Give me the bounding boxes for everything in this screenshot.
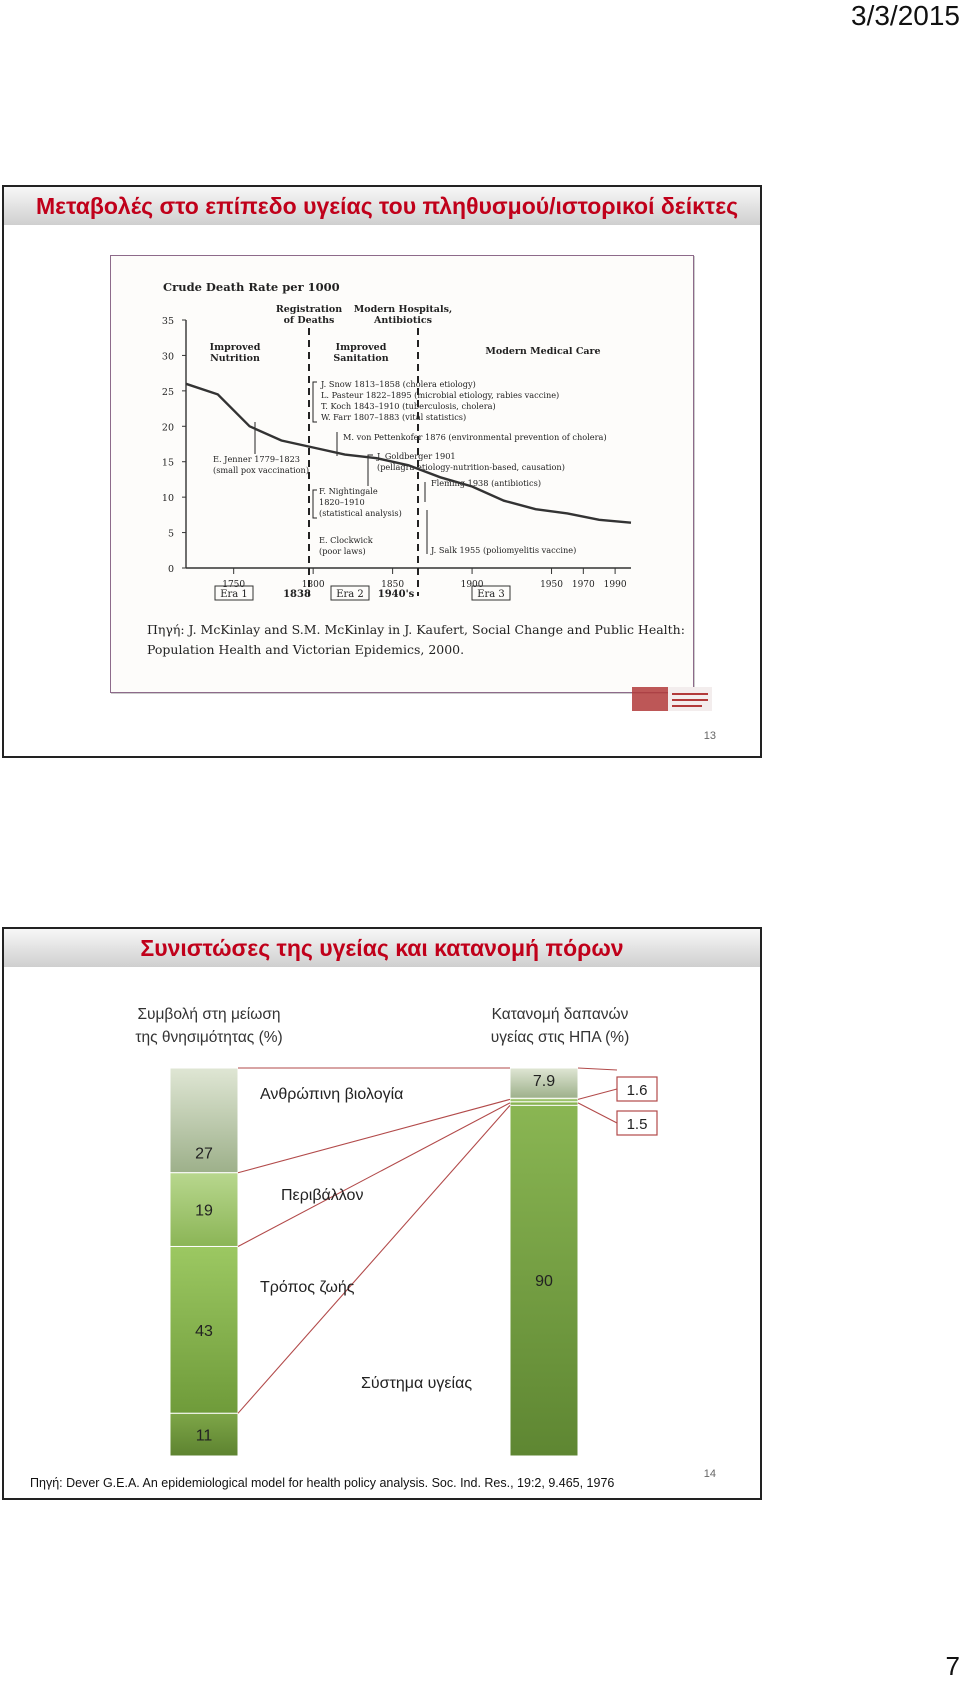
heading-registration-2: of Deaths	[283, 315, 335, 326]
annotation-clockwick-2: (poor laws)	[319, 546, 366, 556]
page-date: 3/3/2015	[851, 0, 960, 31]
connector-env	[238, 1099, 510, 1172]
y-tick-label: 10	[161, 493, 174, 505]
x-tick-label: 1970	[571, 580, 595, 590]
y-tick-label: 5	[167, 528, 174, 540]
heading-modern-care: Modern Medical Care	[485, 346, 601, 357]
era-label: Era 2	[336, 589, 364, 600]
pointer-goldberger	[368, 455, 373, 486]
left-title-1: Συμβολή στη μείωση	[137, 1006, 281, 1023]
heading-hospitals-1: Modern Hospitals,	[353, 304, 453, 315]
y-tick-label: 30	[161, 351, 174, 363]
era-label: Era 1	[220, 589, 248, 600]
heading-nutrition-2: Nutrition	[210, 353, 260, 364]
x-tick-label: 1750	[222, 580, 246, 590]
annotation-fleming: Fleming 1938 (antibiotics)	[431, 478, 542, 488]
chart-title: Crude Death Rate per 1000	[163, 280, 340, 294]
annotation-koch: T. Koch 1843–1910 (tuberculosis, cholera)	[321, 401, 496, 411]
slide-source: Πηγή: Dever G.E.A. An epidemiological model for health policy analysis. Soc. Ind. Res., 19:2, 9.465, 1976	[30, 1476, 615, 1490]
category-label: Τρόπος ζωής	[260, 1279, 355, 1296]
annotation-goldberger-2: (pellagra etiology-nutrition-based, causation)	[377, 462, 565, 472]
annotation-snow: J. Snow 1813–1858 (cholera etiology)	[321, 379, 476, 389]
callout-line-1	[578, 1089, 617, 1099]
annotation-pettenkofer: M. von Pettenkofer 1876 (environmental prevention of cholera)	[343, 432, 607, 442]
heading-sanitation-2: Sanitation	[333, 353, 389, 364]
figure-source-line-1: Πηγή: J. McKinlay and S.M. McKinlay in J. Kaufert, Social Change and Public Health:	[147, 622, 685, 637]
annotation-goldberger-1: J. Goldberger 1901	[377, 451, 456, 461]
annotation-clockwick-1: E. Clockwick	[319, 535, 373, 545]
x-tick-label: 1950	[540, 580, 563, 590]
annotation-bracket-2	[313, 490, 317, 518]
x-tick-label: 1800	[301, 580, 325, 590]
right-bar-value: 90	[535, 1273, 553, 1290]
y-tick-label: 35	[161, 316, 174, 327]
category-label: Περιβάλλον	[281, 1187, 364, 1204]
annotation-pasteur: L. Pasteur 1822–1895 (microbial etiology, rabies vaccine)	[321, 390, 560, 400]
callout-value: 1.5	[626, 1116, 648, 1133]
right-bar-value: 7.9	[532, 1073, 556, 1090]
health-components-chart	[46, 989, 712, 1457]
left-bar-value: 19	[195, 1202, 213, 1220]
era-year: 1838	[283, 589, 311, 600]
slide-13	[2, 185, 762, 758]
annotation-salk: J. Salk 1955 (poliomyelitis vaccine)	[431, 545, 577, 555]
health-components-svg	[46, 989, 712, 1457]
callout-top	[578, 1068, 617, 1070]
institution-logo	[632, 685, 712, 713]
left-bar-value: 27	[195, 1145, 213, 1163]
annotation-nightingale-2: 1820–1910	[319, 497, 365, 507]
slide-number: 14	[703, 1468, 716, 1480]
y-tick-label: 20	[161, 422, 174, 434]
heading-nutrition-1: Improved	[209, 342, 261, 353]
annotation-nightingale-1: F. Nightingale	[319, 486, 378, 496]
x-tick-label: 1900	[460, 580, 484, 590]
slide-14	[2, 927, 762, 1500]
annotation-nightingale-3: (statistical analysis)	[319, 508, 402, 518]
left-bar-value: 43	[195, 1322, 213, 1340]
annotation-jenner-1: E. Jenner 1779–1823	[213, 454, 300, 464]
category-label: Ανθρώπινη βιολογία	[260, 1086, 404, 1103]
right-title-1: Κατανομή δαπανών	[491, 1006, 629, 1023]
left-title-2: της θνησιμότητας (%)	[135, 1029, 283, 1046]
slide-number: 13	[703, 730, 716, 742]
death-rate-figure	[110, 255, 694, 693]
page-number: 7	[945, 1651, 960, 1681]
era-label: Era 3	[477, 589, 505, 600]
y-tick-label: 15	[161, 457, 174, 469]
left-bar-value: 11	[195, 1427, 213, 1445]
heading-sanitation-1: Improved	[335, 342, 387, 353]
slide-title: Μεταβολές στο επίπεδο υγείας του πληθυσμού/ιστορικοί δείκτες	[4, 187, 760, 225]
category-label: Σύστημα υγείας	[361, 1375, 473, 1392]
right-bar-segment	[510, 1102, 578, 1106]
annotation-bracket	[313, 382, 317, 422]
y-tick-label: 0	[167, 564, 174, 575]
figure-source-line-2: Population Health and Victorian Epidemics, 2000.	[147, 642, 465, 657]
heading-registration-1: Registration	[275, 304, 343, 315]
annotation-jenner-2: (small pox vaccination)	[213, 465, 310, 475]
y-tick-label: 25	[161, 386, 174, 398]
x-tick-label: 1990	[603, 580, 627, 590]
right-title-2: υγείας στις ΗΠΑ (%)	[490, 1029, 630, 1046]
callout-line-2	[578, 1103, 617, 1123]
callout-value: 1.6	[626, 1082, 648, 1099]
annotation-farr: W. Farr 1807–1883 (vital statistics)	[321, 412, 467, 422]
connector-sys	[238, 1105, 510, 1413]
connector-life	[238, 1103, 510, 1247]
right-bar-segment	[510, 1098, 578, 1102]
heading-hospitals-2: Antibiotics	[374, 315, 432, 326]
slide-title: Συνιστώσες της υγείας και κατανομή πόρων	[4, 929, 760, 967]
era-year: 1940's	[377, 589, 415, 600]
x-tick-label: 1850	[381, 580, 405, 590]
